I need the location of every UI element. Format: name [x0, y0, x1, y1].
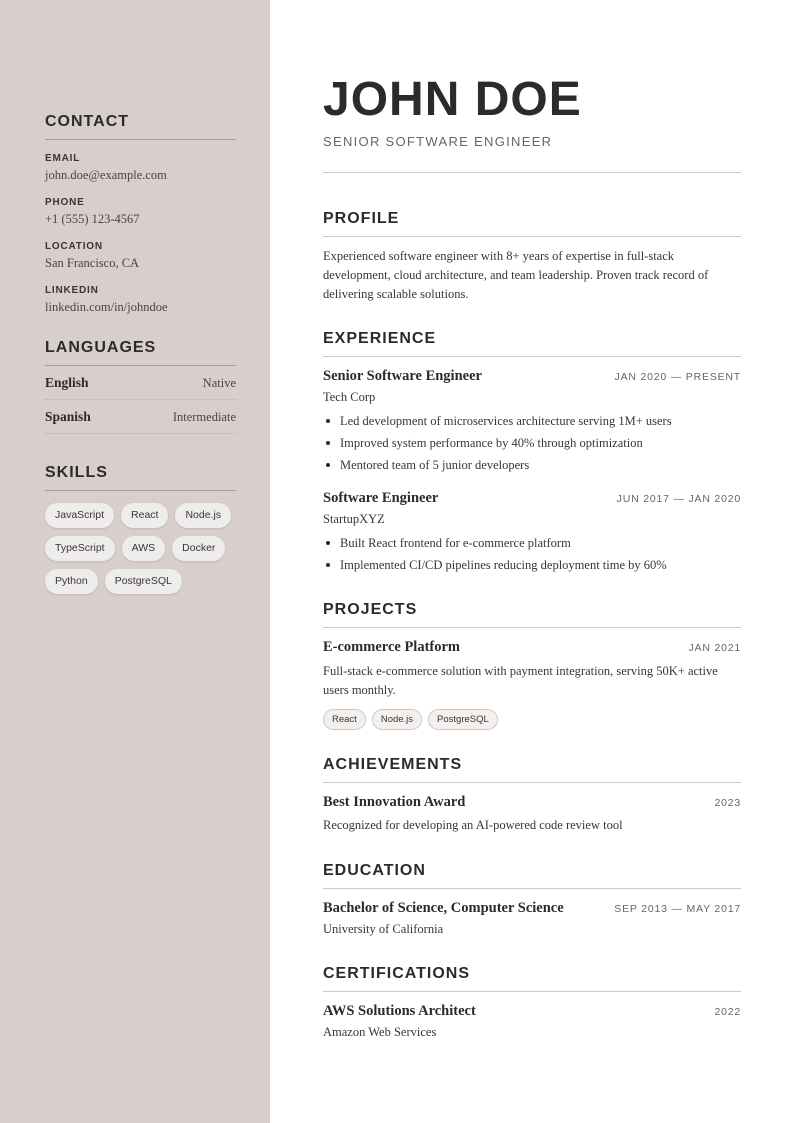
list-item: Led development of microservices architecture serving 1M+ users [323, 410, 741, 432]
tech-chip: React [323, 709, 366, 730]
certification-issuer: Amazon Web Services [323, 1025, 437, 1039]
job-entry [323, 490, 741, 576]
job-bullets [323, 410, 741, 476]
projects-section [323, 601, 741, 730]
skill-chip: Node.js [175, 503, 231, 528]
job-company: StartupXYZ [323, 512, 385, 526]
contact-email [45, 152, 236, 184]
languages-title: LANGUAGES [45, 339, 236, 366]
header-divider [323, 172, 741, 173]
contact-phone [45, 196, 236, 228]
language-name: English [45, 375, 89, 390]
person-name: JOHN DOE [323, 73, 582, 126]
education-header [323, 900, 741, 917]
job-role: SENIOR SOFTWARE ENGINEER [323, 134, 553, 149]
contact-section [45, 113, 236, 316]
skills-section [45, 464, 236, 594]
contact-title: CONTACT [45, 113, 236, 140]
job-title: Senior Software Engineer [323, 368, 482, 384]
project-date: JAN 2021 [688, 642, 741, 654]
certification-date: 2022 [714, 1006, 741, 1018]
job-header [323, 368, 741, 385]
skill-list [45, 503, 236, 594]
certifications-section [323, 965, 741, 1041]
projects-title: PROJECTS [323, 601, 741, 628]
list-item: Improved system performance by 40% through optimization [323, 432, 741, 454]
linkedin-value[interactable]: linkedin.com/in/johndoe [45, 300, 168, 314]
contact-label: PHONE [45, 197, 85, 208]
skill-chip: PostgreSQL [105, 569, 182, 594]
profile-text: Experienced software engineer with 8+ years of expertise in full-stack development, cloud architecture, and team leadership. Proven track record of delivering scalable solutions. [323, 249, 709, 301]
languages-section [45, 339, 236, 434]
language-level: Native [202, 376, 236, 390]
achievement-title: Best Innovation Award [323, 794, 466, 810]
contact-linkedin [45, 284, 236, 316]
achievement-entry [323, 794, 741, 834]
degree-title: Bachelor of Science, Computer Science [323, 900, 564, 916]
project-header [323, 639, 741, 656]
list-item: Implemented CI/CD pipelines reducing deployment time by 60% [323, 554, 741, 576]
job-company: Tech Corp [323, 390, 376, 404]
job-dates: JUN 2017 — JAN 2020 [616, 493, 741, 505]
education-dates: SEP 2013 — MAY 2017 [614, 903, 741, 915]
email-value[interactable]: john.doe@example.com [45, 168, 167, 182]
tech-chip: Node.js [372, 709, 422, 730]
skill-chip: React [121, 503, 168, 528]
contact-location [45, 240, 236, 272]
education-entry [323, 900, 741, 938]
skill-chip: JavaScript [45, 503, 114, 528]
achievement-description: Recognized for developing an AI-powered code review tool [323, 818, 623, 832]
job-bullets [323, 532, 741, 576]
language-name: Spanish [45, 409, 91, 424]
achievements-section [323, 756, 741, 834]
project-entry [323, 639, 741, 730]
experience-title: EXPERIENCE [323, 330, 741, 357]
education-title: EDUCATION [323, 862, 741, 889]
skill-chip: AWS [122, 536, 166, 561]
contact-label: LINKEDIN [45, 285, 99, 296]
project-title: E-commerce Platform [323, 639, 461, 655]
certification-entry [323, 1003, 741, 1041]
job-dates: JAN 2020 — PRESENT [614, 371, 741, 383]
profile-title: PROFILE [323, 210, 741, 237]
skill-chip: TypeScript [45, 536, 115, 561]
achievement-header [323, 794, 741, 811]
list-item: Mentored team of 5 junior developers [323, 454, 741, 476]
skill-chip: Docker [172, 536, 225, 561]
education-section [323, 862, 741, 938]
contact-label: LOCATION [45, 241, 103, 252]
project-description: Full-stack e-commerce solution with payment integration, serving 50K+ active users monthly. [323, 664, 718, 697]
job-entry [323, 368, 741, 476]
job-header [323, 490, 741, 507]
phone-value[interactable]: +1 (555) 123-4567 [45, 212, 140, 226]
job-title: Software Engineer [323, 490, 439, 506]
language-level: Intermediate [172, 410, 236, 424]
location-value: San Francisco, CA [45, 256, 140, 270]
achievements-title: ACHIEVEMENTS [323, 756, 741, 783]
school-name: University of California [323, 922, 444, 936]
language-row [45, 400, 236, 434]
contact-label: EMAIL [45, 153, 81, 164]
tech-chip: PostgreSQL [428, 709, 498, 730]
profile-section [323, 210, 741, 304]
main-content [270, 0, 794, 1123]
achievement-date: 2023 [714, 797, 741, 809]
list-item: Built React frontend for e-commerce platform [323, 532, 741, 554]
language-row [45, 366, 236, 400]
skill-chip: Python [45, 569, 98, 594]
project-tech-list [323, 709, 741, 730]
sidebar [0, 0, 270, 1123]
experience-section [323, 330, 741, 576]
certification-title: AWS Solutions Architect [323, 1003, 476, 1019]
certifications-title: CERTIFICATIONS [323, 965, 741, 992]
certification-header [323, 1003, 741, 1020]
skills-title: SKILLS [45, 464, 236, 491]
